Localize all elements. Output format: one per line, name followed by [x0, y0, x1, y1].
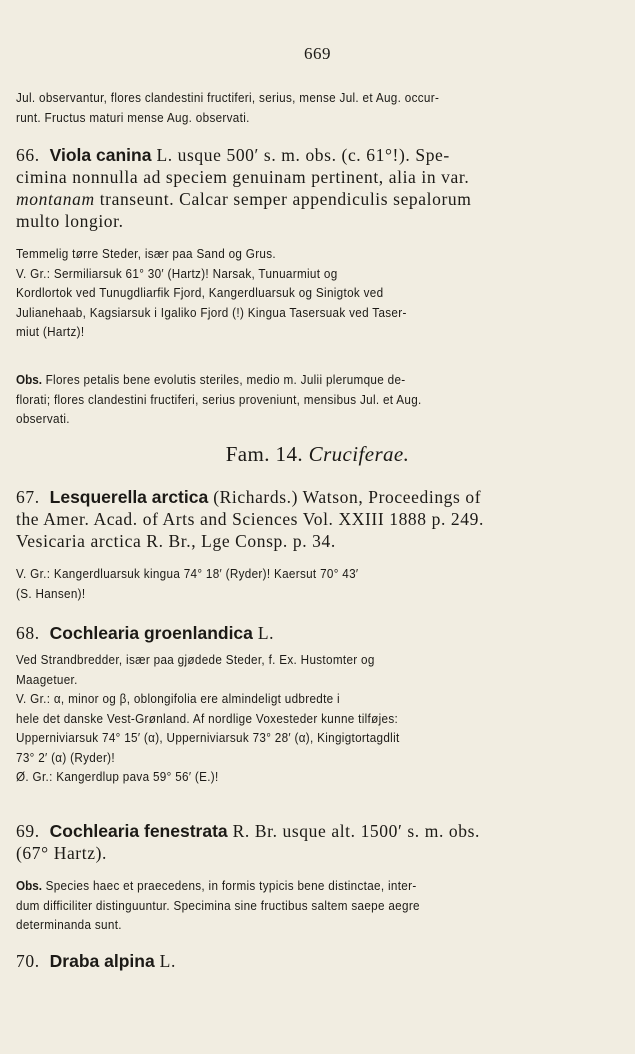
- species-name: Cochlearia fenestrata: [49, 821, 228, 841]
- species-66-obs: [16, 370, 528, 429]
- text-line: multo longior.: [16, 211, 124, 231]
- obs-line: observati.: [16, 411, 70, 426]
- locality-line: Kordlortok ved Tunugdliarfik Fjord, Kangerdluarsuk og Sinigtok ved: [16, 285, 384, 300]
- text-span: (Richards.) Watson, Proceedings of: [213, 487, 482, 507]
- locality-line: V. Gr.: Sermiliarsuk 61° 30′ (Hartz)! Narsak, Tunuarmiut og: [16, 265, 338, 281]
- obs-line: [16, 876, 528, 896]
- species-67-details: [16, 564, 528, 603]
- species-number: 68.: [16, 623, 40, 643]
- locality-line: 73° 2′ (α) (Ryder)!: [16, 749, 115, 765]
- species-67-entry: [16, 486, 528, 552]
- text-line: (67° Hartz).: [16, 843, 107, 863]
- locality-line: Upperniviarsuk 74° 15′ (α), Upperniviarsuk 73° 28′ (α), Kingigtortagdlit: [16, 730, 400, 745]
- locality-line: V. Gr.: Kangerdluarsuk kingua 74° 18′ (Ryder)! Kaersut 70° 43′: [16, 566, 359, 581]
- locality-line: Julianehaab, Kagsiarsuk i Igaliko Fjord (!) Kingua Tasersuak ved Taser-: [16, 304, 407, 320]
- species-69-line-1: [16, 820, 528, 842]
- locality-line-east: Ø. Gr.: Kangerdlup pava 59° 56′ (E.)!: [16, 769, 219, 784]
- species-name: Viola canina: [49, 145, 152, 165]
- paragraph-intro: [16, 88, 528, 127]
- author: L.: [159, 951, 176, 971]
- family-prefix: Fam. 14.: [225, 442, 303, 466]
- text-span: R. Br. usque alt. 1500′ s. m. obs.: [232, 821, 480, 841]
- species-name: Draba alpina: [49, 951, 155, 971]
- text-line: cimina nonnulla ad speciem genuinam pertinent, alia in var.: [16, 167, 470, 187]
- obs-line: [16, 370, 528, 390]
- species-name: Cochlearia groenlandica: [49, 623, 253, 643]
- synonym-line: Vesicaria arctica R. Br., Lge Consp. p. 34.: [16, 531, 336, 551]
- habitat-text: Maagetuer.: [16, 671, 78, 687]
- obs-line: florati; flores clandestini fructiferi, serius proveniunt, mensibus Jul. et Aug.: [16, 391, 422, 407]
- species-68-details: [16, 650, 528, 787]
- habitat-text: Temmelig tørre Steder, især paa Sand og Grus.: [16, 246, 276, 261]
- text-span: Flores petalis bene evolutis steriles, medio m. Julii plerumque de-: [45, 372, 406, 387]
- species-70-line-1: [16, 950, 528, 972]
- locality-line: (S. Hansen)!: [16, 585, 86, 601]
- species-66-line-1: [16, 144, 528, 166]
- text-span: Species haec et praecedens, in formis typicis bene distinctae, inter-: [45, 878, 417, 893]
- locality-line: V. Gr.: α, minor og β, oblongifolia ere almindeligt udbredte i: [16, 691, 340, 706]
- text-line: runt. Fructus maturi mense Aug. observati.: [16, 109, 250, 125]
- species-66-entry: [16, 144, 528, 232]
- species-68-line-1: [16, 622, 528, 644]
- species-number: 67.: [16, 487, 40, 507]
- obs-label: Obs.: [16, 878, 43, 893]
- species-68-entry: [16, 622, 528, 644]
- text-span: L. usque 500′ s. m. obs. (c. 61°!). Spe-: [156, 145, 450, 165]
- species-name: Lesquerella arctica: [49, 487, 209, 507]
- species-70-entry: [16, 950, 528, 972]
- species-number: 69.: [16, 821, 40, 841]
- habitat-text: Ved Strandbredder, især paa gjødede Steder, f. Ex. Hustomter og: [16, 652, 375, 667]
- page-number: 669: [304, 44, 331, 63]
- text-line: the Amer. Acad. of Arts and Sciences Vol. XXIII 1888 p. 249.: [16, 509, 484, 529]
- text-line: Jul. observantur, flores clandestini fructiferi, serius, mense Jul. et Aug. occur-: [16, 90, 440, 105]
- species-number: 66.: [16, 145, 40, 165]
- species-number: 70.: [16, 951, 40, 971]
- locality-line: hele det danske Vest-Grønland. Af nordlige Voxesteder kunne tilføjes:: [16, 710, 399, 726]
- family-name: Cruciferae.: [308, 442, 410, 466]
- obs-line: determinanda sunt.: [16, 917, 122, 932]
- obs-label: Obs.: [16, 372, 43, 387]
- locality-line: miut (Hartz)!: [16, 324, 85, 339]
- species-66-line-3: [16, 188, 528, 210]
- species-66-details: [16, 244, 528, 342]
- text-span: transeunt. Calcar semper appendiculis sepalorum: [99, 189, 472, 209]
- variety-name: montanam: [16, 189, 95, 209]
- species-67-line-1: [16, 486, 528, 508]
- species-69-obs: [16, 876, 528, 935]
- obs-line: dum difficiliter distinguuntur. Specimina sine fructibus saltem saepe aegre: [16, 897, 420, 913]
- author: L.: [257, 623, 275, 643]
- species-69-entry: [16, 820, 528, 864]
- family-heading: [0, 442, 635, 467]
